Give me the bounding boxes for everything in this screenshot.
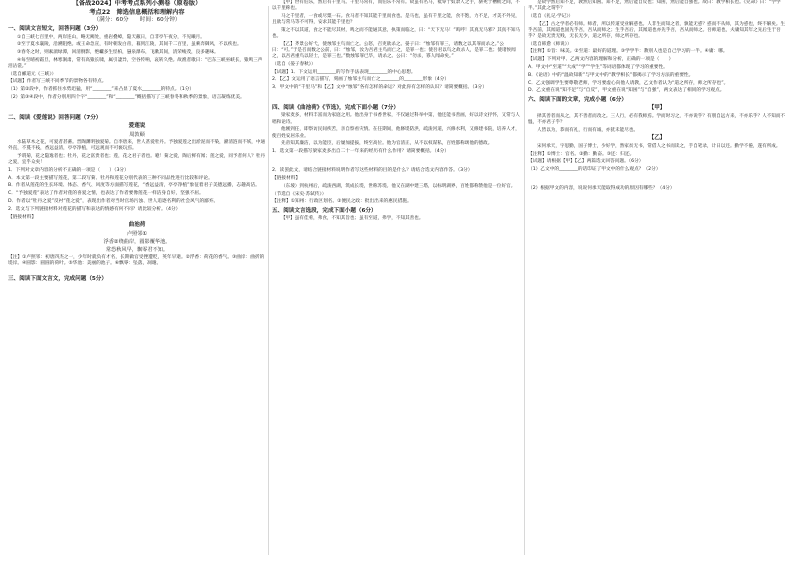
passage-paragraph: ③春冬之时，则素湍绿潭，回清倒影，绝巘多生怪柏，悬泉瀑布，飞漱其间，清荣峻茂，良多趣味。 bbox=[17, 50, 219, 56]
column-divider bbox=[268, 6, 269, 555]
passage-paragraph: 【甲】世有伯乐，然后有千里马。千里马常有，而伯乐不常有。故虽有名马，祗辱于奴隶人之手，骈死于槽枥之间，不以千里称也。 bbox=[272, 0, 520, 12]
question-line: A．甲文中“至道”“大成”“学”“学生”等词语都体现了学习的重要性。 bbox=[528, 65, 668, 71]
column-left bbox=[8, 0, 266, 561]
passage-paragraph: （东坡）到杭州后，疏浚西湖，筑成长堤，世称苏堤。他又在湖中建三塔，以标明湖界，百姓都称赞他是一位好官。 bbox=[281, 183, 516, 189]
passage-paragraph: 水陆草木之花，可爱者甚蕃。晋陶渊明独爱菊。自李唐来，世人甚爱牡丹。予独爱莲之出淤泥而不染，濯清涟而不妖，中通外直，不蔓不枝，香远益清，亭亭净植，可远观而不可亵玩焉。 bbox=[8, 139, 266, 152]
question-line: 【试题】请根据【甲】【乙】两篇选文回答问题。（6分） bbox=[528, 159, 644, 165]
passage-paragraph: ④每至晴初霜旦，林寒涧肃，常有高猿长啸，属引凄异，空谷传响，哀转久绝。故渔者歌曰：“巴东三峡巫峡长，猿鸣三声泪沾裳。” bbox=[8, 57, 263, 70]
poem-line: 卢照邻① bbox=[126, 230, 148, 237]
question-line: D．乙文重在说“知不足”与“自反”，甲文重在说“知困”与“自强”，两文表达了相同的学习观点。 bbox=[528, 88, 725, 94]
source-note: （选自《晏子春秋》） bbox=[272, 61, 316, 67]
question-line: 【试题】下列对甲、乙两文内容的理解和分析，正确的一项是（ ） bbox=[528, 57, 674, 63]
question-line: 【注释】①旨：味美。②至道：最好的道理。③学学半：教别人也是自己学习的一半。④庸：哪。 bbox=[528, 49, 728, 55]
question-line: 1．下列对文章内容的分析不正确的一项是（ ）（3分） bbox=[8, 167, 129, 173]
passage-paragraph: 【乙】齐景公好弋，使烛邹主鸟而亡之。公怒，召吏欲杀之。晏子曰：“烛邹有罪三，请数之以其罪而杀之。”公曰：“可。”于是召而数之公前，曰：“烛邹，汝为吾君主鸟而亡之，是罪一也；使吾君以鸟之故杀人，是罪二也；使诸侯闻之，以吾君重鸟以轻士，是罪三也。”数烛邹罪已毕，请杀之。公曰：“勿杀，寡人闻命矣。” bbox=[272, 41, 516, 60]
question-line: 【链接材料】 bbox=[272, 176, 301, 182]
question-line: （2）根据甲文的内容，说说何承天能取得成功的原因有哪些？（4分） bbox=[528, 186, 675, 192]
poem-title: 【甲】 bbox=[648, 105, 666, 112]
question-line: 2．读罢此文，请结合链接材料说明作者写这些材料的目的是什么？请结合选文内容作答。（3分） bbox=[272, 168, 473, 174]
poem-title: 【乙】 bbox=[648, 135, 666, 142]
question-line: 【试题】作者写三峡不同季节的景物各有特点。 bbox=[8, 79, 107, 85]
column-middle bbox=[272, 0, 522, 561]
poem-line: 周敦颐 bbox=[129, 131, 145, 138]
source-note: （选自郦道元《三峡》） bbox=[8, 71, 57, 77]
column-right bbox=[528, 0, 786, 561]
question-line: C．乙文强调学生要尊敬老师，学习要虚心向他人请教，乙文作者认为“道之所存，师之所存也”。 bbox=[528, 80, 729, 86]
question-line: （2）第③④段中，作者分别用四个字“________”和“________”概括描写了三峡春冬和秋季的景象，语言凝练优美。 bbox=[8, 95, 245, 101]
passage-paragraph: 梁家麦多，材料丰富而为家庭之用。他出身于书香世家，不仅通过科举中第，他还能书善画，好以诗文抒怀，又常与人唱和论诗。 bbox=[272, 113, 520, 125]
answer-space bbox=[272, 93, 522, 103]
section-heading: 一、阅读文言短文，回答问题（3分） bbox=[8, 26, 102, 33]
source-note: （选自《礼记·学记》） bbox=[528, 13, 574, 19]
passage-paragraph: ①自三峡七百里中，两岸连山，略无阙处，重岩叠嶂，隐天蔽日，自非亭午夜分，不见曦月。 bbox=[17, 34, 205, 40]
question-line: 【注释】①知州：行政区划名。②便民之政：批出出来的惠民措施。 bbox=[272, 199, 412, 205]
passage-paragraph: 先帝知其廉洁，以为能臣，后屡加提拔，终至高位。他为官清正，从不以权谋私，百姓都称颂他的德政。 bbox=[281, 141, 493, 147]
poem-title: 爱莲说 bbox=[128, 123, 146, 130]
passage-paragraph: 宋何承天，字思勤，国子博士，少好学，然家贫无书，常借人之书而读之，手自笔录，计日以还。勤学不倦，遂有所成。 bbox=[537, 143, 781, 149]
answer-space bbox=[8, 269, 266, 274]
question-line: A．本文第一段主要描写莲花，第二段写菊、牡丹和莲花分别代表的三种不同品性进行比较和评论。 bbox=[8, 175, 213, 181]
section-heading: 三、阅读下面文言文，完成问题（5分） bbox=[8, 276, 107, 283]
passage-paragraph: 【乙】古之学者必有师。师者，所以传道受业解惑也。人非生而知之者，孰能无惑？惑而不从师，其为惑也，终不解矣。生乎吾前，其闻道也固先乎吾，吾从而师之；生乎吾后，其闻道也亦先乎吾，吾从而师之。吾师道也，夫庸知其年之先后生于吾乎？是故无贵无贱，无长无少，道之所存，师之所存也。 bbox=[528, 21, 786, 40]
source-note: （节选自《宋史·苏轼传》） bbox=[272, 191, 327, 197]
passage-paragraph: ②至于夏水襄陵，沿溯阻绝。或王命急宣，有时朝发白帝，暮到江陵，其间千二百里，虽乘奔御风，不以疾也。 bbox=[17, 42, 242, 48]
section-heading: 六、阅读下面的文章，完成小题（6分） bbox=[528, 96, 627, 103]
passage-paragraph: 人皆以为，恭而有礼，行而有诚，亦犹未能尽也。 bbox=[537, 127, 639, 133]
section-heading: 二、阅读《爱莲说》回答问题（7分） bbox=[8, 114, 102, 121]
question-line: 2．【乙】文运用了语言描写，刻画了烛邹主鸟而亡之________的________形象（4分） bbox=[272, 77, 450, 83]
exam-title: 【备战2024】中考考点系列小测卷（原卷版） bbox=[72, 0, 202, 7]
passage-paragraph: 择其善者而从之，其不善者而改之。三人行，必有我师焉。学而时习之，不亦说乎？有朋自远方来，不亦乐乎？人不知而不愠，不亦君子乎？ bbox=[528, 113, 786, 125]
question-line: 【链接材料】 bbox=[8, 214, 37, 220]
question-line: 【试题】1．下文运用________的写作手法表现________的中心思想。 bbox=[272, 69, 416, 75]
exam-title: 考点22 筛选信息概括和理解内容 bbox=[89, 8, 185, 16]
question-line: B．作者从莲花的生长环境、体态、香气、风度等方面描写莲花，“香远益清，亭亭净植”象征着君子美德远播，志趣高洁。 bbox=[8, 183, 260, 189]
passage-paragraph: 马之千里者，一食或尽粟一石。食马者不知其能千里而食也。是马也，虽有千里之能，食不饱，力不足，才美不外见，且欲与常马等不可得，安求其能千里也？ bbox=[272, 13, 520, 26]
passage-paragraph: 策之不以其道，食之不能尽其材，鸣之而不能通其意，执策而临之，曰：“天下无马！”呜呼！其真无马邪？其真不知马也。 bbox=[272, 27, 521, 40]
question-line: （1）乙文中的________的话印证了甲文中的什么观点？（2分） bbox=[528, 167, 661, 173]
column-divider bbox=[524, 6, 525, 555]
poem-title: 曲池荷 bbox=[128, 222, 146, 229]
question-line: 【注释】①博士：官名。②勤：勤奋。③还：归还。 bbox=[528, 151, 635, 157]
section-heading: 四、阅读《曲池荷》《节选》，完成下面小题（7分） bbox=[272, 104, 399, 111]
question-line: D．作者以“牡丹之爱”反衬“莲之爱”，表现出作者对当时官场污浊、世人追逐名利的社会风气的鄙弃。 bbox=[8, 198, 219, 204]
question-line: （1）第②段中，作者抓住水势迅猛，用“________”来凸显了夏水________的特点。（1分） bbox=[8, 87, 195, 93]
section-heading: 五、阅读文言选段，完成下面小题（6分） bbox=[272, 207, 377, 214]
poem-line: 浮香②绕曲岸，圆影覆华池。 bbox=[103, 238, 171, 245]
question-line: 【注】①卢照邻：初唐四杰之一，少年时就负有才名，长期做官受挫遭贬，英年早逝。②浮香：荷花的香气。③曲岸：曲折的堤岸。④圆影：圆圆的荷叶。⑤华池：美丽的池子。⑥飘零：坠落，凋谢。 bbox=[8, 255, 265, 267]
question-line: 2．选文与下列链接材料对莲花的描写和表达的情感有何不同？请比较分析。（4分） bbox=[8, 206, 181, 212]
question-line: C．“予独爱莲”表达了作者对莲的喜爱之情，也表达了作者要像莲花一样洁身自好，坚强不屈。 bbox=[8, 191, 204, 197]
passage-paragraph: 【甲】虽有佳肴，弗食，不知其旨也；虽有至道，弗学，不知其善也。 bbox=[281, 216, 424, 222]
passage-paragraph: 是故学然后知不足，教然后知困。知不足，然后能自反也；知困，然后能自强也。故曰：教学相长也。《兑命》曰：“学学半。”其此之谓乎？ bbox=[528, 0, 781, 12]
answer-space bbox=[272, 157, 522, 167]
answer-space bbox=[8, 103, 266, 113]
exam-meta: （满分：60分 时间：60分钟） bbox=[93, 17, 181, 24]
passage-paragraph: 予谓菊，花之隐逸者也；牡丹，花之富贵者也；莲，花之君子者也。噫！菊之爱，陶后鲜有闻；莲之爱，同予者何人？牡丹之爱，宜乎众矣！ bbox=[8, 153, 266, 166]
poem-line: 常恐秋风早，飘零君不知。 bbox=[105, 246, 169, 253]
question-line: 3．甲文中的“千里马”和【乙】文中“烛邹”各有怎样的命运？对此你有怎样的认识？请简要概括。（3分） bbox=[272, 85, 487, 91]
passage-paragraph: 他刚到任，即察访民间疾苦，亲自察看灾情。在任期间，他修堤防洪，疏浚河道，兴修水利，又修建书院，培养人才，使百姓安居乐业。 bbox=[272, 127, 520, 139]
question-line: 1．选文第一段描写梁家麦多出自二十一年来的经历有什么作用？请简要概括。（4分） bbox=[272, 148, 450, 154]
source-note: （选自韩愈《师说》） bbox=[528, 41, 572, 47]
answer-space bbox=[528, 175, 786, 185]
question-line: B．《论语》中的“温故知新”与甲文中的“教学相长”都揭示了学习方法的重要性。 bbox=[528, 72, 694, 78]
